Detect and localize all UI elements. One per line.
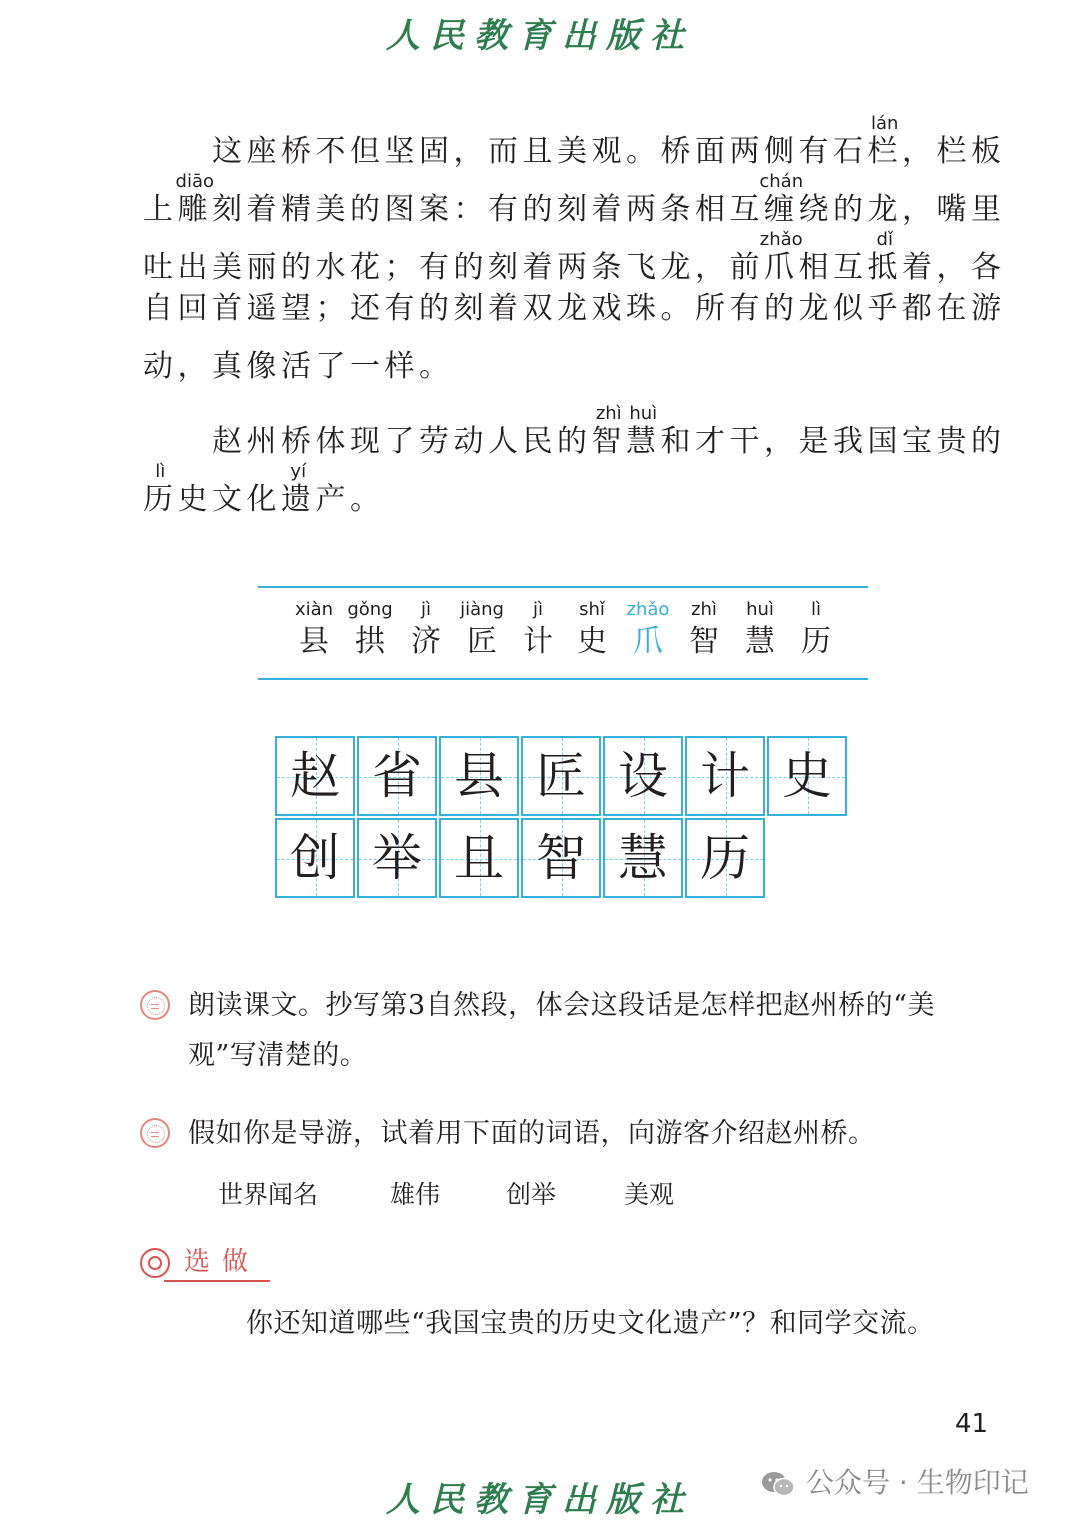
- new-word-pinyin: huì: [746, 599, 774, 620]
- annotated-char: 抵dǐ: [867, 229, 902, 285]
- pinyin-annotation: zhì: [591, 403, 626, 424]
- pinyin-annotation: chán: [759, 171, 804, 192]
- optional-icon: [140, 1248, 170, 1278]
- new-word-char: 县: [299, 624, 329, 659]
- grid-character: 慧: [618, 829, 668, 887]
- new-word-item: [454, 598, 510, 662]
- annotated-char: 雕diāo: [175, 171, 214, 227]
- new-word-char: 计: [523, 624, 553, 659]
- passage-text-run: 和才干，是我国宝贵的: [660, 424, 1006, 459]
- writing-grid-cell: [767, 736, 847, 816]
- writing-grid-cell: [439, 736, 519, 816]
- writing-grid-cell: [275, 818, 355, 898]
- annotated-char: 缠chán: [759, 171, 804, 227]
- publisher-logo-top: 人民教育出版社: [386, 16, 694, 56]
- pinyin-annotation: dǐ: [867, 229, 902, 250]
- grid-character: 省: [372, 747, 422, 805]
- watermark: [760, 1462, 1060, 1502]
- pinyin-annotation: zhǎo: [759, 229, 803, 250]
- writing-grid-cell: [521, 818, 601, 898]
- grid-character: 县: [454, 747, 504, 805]
- new-word-pinyin: zhì: [691, 599, 717, 620]
- new-word-item: [342, 598, 398, 662]
- new-word-pinyin: jiàng: [460, 599, 504, 620]
- pinyin-annotation: lán: [867, 113, 902, 134]
- annotated-char: 历lì: [143, 461, 178, 517]
- passage-text-run: 这座桥不但坚固，而且美观。桥面两侧有石: [143, 134, 868, 169]
- publisher-logo-bottom: 人民教育出版社: [386, 1480, 694, 1520]
- new-words-strip: [258, 586, 868, 680]
- writing-grid-cell: [275, 736, 355, 816]
- new-word-char: 史: [577, 624, 607, 659]
- new-word-item: [732, 598, 788, 662]
- writing-grid-cell: [357, 818, 437, 898]
- new-word-char: 拱: [355, 624, 385, 659]
- pinyin-annotation: lì: [143, 461, 178, 482]
- vocab-word: 世界闻名: [218, 1180, 319, 1209]
- annotated-char: 栏lán: [867, 113, 902, 169]
- new-word-char: 济: [411, 624, 441, 659]
- pinyin-annotation: huì: [626, 403, 661, 424]
- watermark-text: 公众号 · 生物印记: [806, 1466, 1029, 1499]
- optional-underline: [164, 1280, 270, 1282]
- annotated-char: 智zhì: [591, 403, 626, 459]
- passage-line: [143, 229, 1006, 285]
- passage-line: [143, 171, 1006, 227]
- writing-grid-cell: [439, 818, 519, 898]
- exercise-2: 假如你是导游，试着用下面的词语，向游客介绍赵州桥。: [188, 1118, 876, 1149]
- writing-grid-cell: [521, 736, 601, 816]
- passage-text-run: 吐出美丽的水花；有的刻着两条飞龙，前: [143, 250, 764, 285]
- optional-section-header: [140, 1246, 270, 1282]
- writing-grid-cell: [357, 736, 437, 816]
- passage-text-run: 自回首遥望；还有的刻着双龙戏珠。所有的龙似乎都在游: [143, 291, 1006, 326]
- grid-character: 创: [290, 829, 340, 887]
- new-word-item: [398, 598, 454, 662]
- vocab-word: 雄伟: [390, 1180, 441, 1209]
- new-word-item: [620, 598, 676, 662]
- new-word-pinyin: xiàn: [294, 599, 334, 620]
- passage-text-run: 刻着精美的图案：有的刻着两条相互: [212, 192, 764, 227]
- vocab-word: 美观: [624, 1180, 675, 1209]
- writing-grid-cell: [685, 736, 765, 816]
- exercise-icon: [140, 1118, 170, 1148]
- grid-character: 且: [454, 829, 504, 887]
- new-word-char: 匠: [467, 624, 497, 659]
- passage-text-run: 相互: [798, 250, 868, 285]
- new-word-item: [676, 598, 732, 662]
- wechat-icon: [760, 1470, 796, 1498]
- grid-character: 智: [536, 829, 586, 887]
- annotated-char: 爪zhǎo: [759, 229, 803, 285]
- passage-line: [143, 113, 1006, 169]
- passage-line: [143, 347, 988, 387]
- new-word-item: [564, 598, 620, 662]
- vocab-word: 创举: [506, 1180, 557, 1209]
- passage-line: [143, 289, 1006, 329]
- passage-text-run: 动，真像活了一样。: [143, 349, 454, 384]
- grid-character: 设: [618, 747, 668, 805]
- new-word-item: [286, 598, 342, 662]
- page-number: 41: [955, 1409, 989, 1439]
- exercise-1-line-1: 朗读课文。抄写第3自然段，体会这段话是怎样把赵州桥的“美: [188, 990, 935, 1021]
- new-word-pinyin: shǐ: [579, 599, 605, 620]
- writing-grid-cell: [685, 818, 765, 898]
- grid-character: 计: [700, 747, 750, 805]
- passage-text-run: 史文化: [177, 482, 281, 517]
- passage-line: [143, 461, 988, 517]
- new-word-pinyin: zhǎo: [626, 599, 670, 620]
- exercise-1-line-2: 观”写清楚的。: [188, 1040, 368, 1071]
- new-word-item: [510, 598, 566, 662]
- new-word-char: 爪: [633, 624, 663, 659]
- writing-grid-cell: [603, 818, 683, 898]
- new-word-char: 智: [689, 624, 719, 659]
- writing-grid-cell: [603, 736, 683, 816]
- grid-character: 赵: [290, 747, 340, 805]
- grid-character: 举: [372, 829, 422, 887]
- annotated-char: 遗yí: [281, 461, 316, 517]
- exercise-icon: [140, 990, 170, 1020]
- new-word-pinyin: lì: [810, 599, 821, 620]
- new-word-pinyin: jì: [420, 599, 431, 620]
- new-word-pinyin: gǒng: [347, 599, 393, 620]
- grid-character: 史: [782, 747, 832, 805]
- new-word-char: 历: [801, 624, 831, 659]
- passage-line: [143, 403, 1006, 459]
- passage-text-run: 上: [143, 192, 178, 227]
- grid-character: 历: [700, 829, 750, 887]
- annotated-char: 慧huì: [626, 403, 661, 459]
- optional-text: 你还知道哪些“我国宝贵的历史文化遗产”？和同学交流。: [246, 1308, 935, 1339]
- passage-text-run: 绕的龙，嘴里: [798, 192, 1006, 227]
- passage-text-run: ，栏板: [902, 134, 1006, 169]
- passage-text-run: 着，各: [902, 250, 1006, 285]
- pinyin-annotation: diāo: [175, 171, 214, 192]
- new-word-pinyin: jì: [532, 599, 543, 620]
- optional-label: 选做: [184, 1247, 261, 1277]
- passage-text-run: 赵州桥体现了劳动人民的: [143, 424, 592, 459]
- passage-text-run: 产。: [315, 482, 385, 517]
- new-word-item: [788, 598, 844, 662]
- grid-character: 匠: [536, 747, 586, 805]
- pinyin-annotation: yí: [281, 461, 316, 482]
- new-word-char: 慧: [745, 624, 775, 659]
